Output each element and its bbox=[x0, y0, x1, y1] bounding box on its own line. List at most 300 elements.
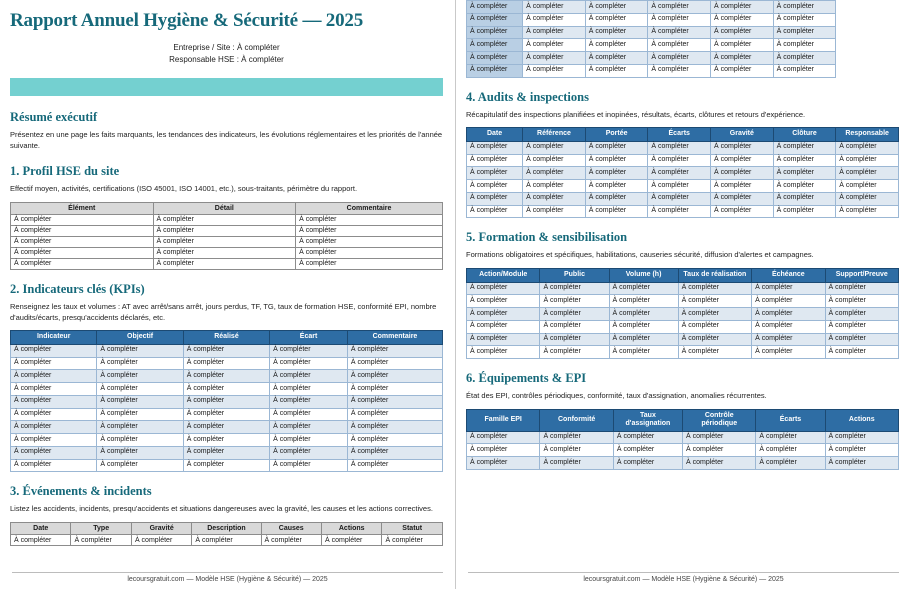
table-row[interactable] bbox=[467, 320, 899, 333]
cell[interactable]: À compléter bbox=[682, 431, 755, 444]
table-row[interactable] bbox=[11, 408, 443, 421]
cell[interactable]: À compléter bbox=[836, 154, 899, 167]
cell[interactable]: À compléter bbox=[613, 431, 682, 444]
cell[interactable]: À compléter bbox=[183, 370, 269, 383]
cell[interactable]: À compléter bbox=[523, 192, 586, 205]
cell[interactable]: À compléter bbox=[183, 421, 269, 434]
heading-indicateurs-cles: 2. Indicateurs clés (KPIs) bbox=[10, 281, 145, 296]
cell[interactable]: À compléter bbox=[183, 395, 269, 408]
cell[interactable]: À compléter bbox=[97, 434, 183, 447]
col-volume: Volume (h) bbox=[609, 269, 678, 282]
cell[interactable]: À compléter bbox=[467, 333, 540, 346]
cell[interactable]: À compléter bbox=[270, 344, 348, 357]
cell[interactable]: À compléter bbox=[97, 344, 183, 357]
table-row[interactable] bbox=[11, 434, 443, 447]
cell[interactable]: À compléter bbox=[752, 282, 825, 295]
col-conformite: Conformité bbox=[540, 409, 613, 431]
table-row[interactable] bbox=[467, 308, 899, 321]
table-row[interactable] bbox=[467, 295, 899, 308]
cell[interactable]: À compléter bbox=[153, 258, 296, 269]
col-statut: Statut bbox=[382, 523, 443, 535]
table-row[interactable] bbox=[11, 395, 443, 408]
cell[interactable]: À compléter bbox=[836, 180, 899, 193]
cell[interactable]: À compléter bbox=[711, 13, 774, 26]
cell[interactable]: À compléter bbox=[11, 258, 154, 269]
cell[interactable]: À compléter bbox=[678, 333, 751, 346]
cell[interactable]: À compléter bbox=[467, 346, 540, 359]
cell[interactable]: À compléter bbox=[711, 1, 774, 14]
cell[interactable]: À compléter bbox=[270, 446, 348, 459]
cell[interactable]: À compléter bbox=[347, 459, 442, 472]
cell[interactable]: À compléter bbox=[678, 320, 751, 333]
col-element: Élément bbox=[11, 202, 154, 214]
cell[interactable]: À compléter bbox=[183, 434, 269, 447]
cell[interactable]: À compléter bbox=[97, 408, 183, 421]
cell[interactable]: À compléter bbox=[11, 357, 97, 370]
cell[interactable]: À compléter bbox=[682, 457, 755, 470]
cell[interactable]: À compléter bbox=[11, 214, 154, 225]
cell[interactable]: À compléter bbox=[756, 457, 825, 470]
cell[interactable]: À compléter bbox=[585, 52, 648, 65]
table-row[interactable] bbox=[11, 383, 443, 396]
cell[interactable]: À compléter bbox=[270, 357, 348, 370]
table-row[interactable] bbox=[467, 333, 899, 346]
cell[interactable]: À compléter bbox=[523, 141, 586, 154]
cell[interactable]: À compléter bbox=[523, 13, 586, 26]
table-row[interactable] bbox=[467, 180, 899, 193]
cell[interactable]: À compléter bbox=[752, 308, 825, 321]
cell[interactable]: À compléter bbox=[585, 154, 648, 167]
cell[interactable]: À compléter bbox=[467, 180, 523, 193]
cell[interactable]: À compléter bbox=[711, 192, 774, 205]
cell[interactable]: À compléter bbox=[752, 346, 825, 359]
cell[interactable]: À compléter bbox=[523, 205, 586, 218]
cell[interactable]: À compléter bbox=[825, 346, 898, 359]
cell[interactable]: À compléter bbox=[321, 535, 381, 546]
cell[interactable]: À compléter bbox=[347, 383, 442, 396]
cell[interactable]: À compléter bbox=[192, 535, 261, 546]
cell[interactable]: À compléter bbox=[540, 346, 609, 359]
cell[interactable]: À compléter bbox=[825, 333, 898, 346]
cell[interactable]: À compléter bbox=[609, 333, 678, 346]
cell[interactable]: À compléter bbox=[711, 180, 774, 193]
cell[interactable]: À compléter bbox=[773, 26, 836, 39]
cell[interactable]: À compléter bbox=[540, 431, 613, 444]
table-row[interactable] bbox=[467, 346, 899, 359]
cell[interactable]: À compléter bbox=[825, 308, 898, 321]
cell[interactable]: À compléter bbox=[467, 52, 523, 65]
cell[interactable]: À compléter bbox=[825, 320, 898, 333]
cell[interactable]: À compléter bbox=[609, 308, 678, 321]
desc-resume-executif: Présentez en une page les faits marquants, les tendances des indicateurs, les évolutions réglementaires et les priorités de l'année suivante. bbox=[10, 130, 443, 150]
cell[interactable]: À compléter bbox=[347, 408, 442, 421]
col-echeance: Échéance bbox=[752, 269, 825, 282]
table-header-row bbox=[11, 523, 443, 535]
cell[interactable]: À compléter bbox=[183, 344, 269, 357]
cell[interactable]: À compléter bbox=[97, 357, 183, 370]
cell[interactable]: À compléter bbox=[773, 167, 836, 180]
cell[interactable]: À compléter bbox=[540, 457, 613, 470]
cell[interactable]: À compléter bbox=[467, 282, 540, 295]
cell[interactable]: À compléter bbox=[540, 295, 609, 308]
cell[interactable]: À compléter bbox=[585, 167, 648, 180]
cell[interactable]: À compléter bbox=[467, 141, 523, 154]
cell[interactable]: À compléter bbox=[296, 247, 443, 258]
cell[interactable]: À compléter bbox=[773, 205, 836, 218]
cell[interactable]: À compléter bbox=[153, 214, 296, 225]
page-right bbox=[455, 0, 911, 589]
cell[interactable]: À compléter bbox=[523, 64, 586, 77]
table-header-row bbox=[11, 202, 443, 214]
cell[interactable]: À compléter bbox=[347, 344, 442, 357]
cell[interactable]: À compléter bbox=[825, 457, 898, 470]
cell[interactable]: À compléter bbox=[467, 308, 540, 321]
col-date: Date bbox=[11, 523, 71, 535]
cell[interactable]: À compléter bbox=[585, 180, 648, 193]
cell[interactable]: À compléter bbox=[11, 395, 97, 408]
cell[interactable]: À compléter bbox=[648, 13, 711, 26]
table-header-row bbox=[467, 409, 899, 431]
cell[interactable]: À compléter bbox=[467, 13, 523, 26]
cell[interactable]: À compléter bbox=[11, 370, 97, 383]
desc-profil-hse: Effectif moyen, activités, certifications (ISO 45001, ISO 14001, etc.), sous-traitants, périmètre du rapport. bbox=[10, 183, 358, 193]
accent-bar bbox=[10, 78, 443, 96]
cell[interactable]: À compléter bbox=[648, 192, 711, 205]
page-title: Rapport Annuel Hygiène & Sécurité — 2025 bbox=[10, 10, 363, 31]
cell[interactable]: À compléter bbox=[773, 1, 836, 14]
cell[interactable]: À compléter bbox=[467, 64, 523, 77]
cell[interactable]: À compléter bbox=[825, 295, 898, 308]
cell[interactable]: À compléter bbox=[11, 421, 97, 434]
cell[interactable]: À compléter bbox=[711, 26, 774, 39]
cell[interactable]: À compléter bbox=[678, 282, 751, 295]
cell[interactable]: À compléter bbox=[678, 308, 751, 321]
cell[interactable]: À compléter bbox=[752, 320, 825, 333]
cell[interactable]: À compléter bbox=[97, 383, 183, 396]
table-row[interactable] bbox=[467, 154, 899, 167]
table-profil-hse bbox=[10, 202, 443, 270]
cell[interactable]: À compléter bbox=[836, 167, 899, 180]
col-famille-epi: Famille EPI bbox=[467, 409, 540, 431]
cell[interactable]: À compléter bbox=[153, 247, 296, 258]
table-audits-inspections bbox=[466, 127, 899, 218]
cell[interactable]: À compléter bbox=[523, 39, 586, 52]
table-row[interactable] bbox=[467, 167, 899, 180]
cell[interactable]: À compléter bbox=[11, 247, 154, 258]
table-row[interactable] bbox=[11, 247, 443, 258]
cell[interactable]: À compléter bbox=[270, 383, 348, 396]
col-date: Date bbox=[467, 128, 523, 141]
table-row[interactable] bbox=[467, 457, 899, 470]
cell[interactable]: À compléter bbox=[467, 1, 523, 14]
col-reference: Référence bbox=[523, 128, 586, 141]
cell[interactable]: À compléter bbox=[270, 395, 348, 408]
desc-evenements-incidents: Listez les accidents, incidents, presqu'accidents et situations dangereuses avec la gravité, les causes et les actions correctives. bbox=[10, 504, 433, 514]
cell[interactable]: À compléter bbox=[540, 308, 609, 321]
cell[interactable]: À compléter bbox=[183, 408, 269, 421]
cell[interactable]: À compléter bbox=[347, 357, 442, 370]
document-meta bbox=[10, 42, 443, 66]
cell[interactable]: À compléter bbox=[648, 154, 711, 167]
cell[interactable]: À compléter bbox=[540, 333, 609, 346]
table-row[interactable] bbox=[467, 26, 899, 39]
cell[interactable]: À compléter bbox=[613, 457, 682, 470]
cell[interactable]: À compléter bbox=[523, 167, 586, 180]
table-row[interactable] bbox=[467, 64, 899, 77]
meta-responsible: Responsable HSE : À compléter bbox=[169, 55, 284, 64]
table-row[interactable] bbox=[11, 459, 443, 472]
cell[interactable]: À compléter bbox=[183, 459, 269, 472]
cell[interactable]: À compléter bbox=[270, 408, 348, 421]
heading-evenements-incidents: 3. Événements & incidents bbox=[10, 484, 152, 499]
table-row[interactable] bbox=[467, 282, 899, 295]
cell[interactable]: À compléter bbox=[11, 434, 97, 447]
cell[interactable]: À compléter bbox=[296, 225, 443, 236]
cell[interactable]: À compléter bbox=[678, 346, 751, 359]
col-type: Type bbox=[71, 523, 131, 535]
table-row[interactable] bbox=[11, 535, 443, 546]
cell[interactable]: À compléter bbox=[11, 344, 97, 357]
cell[interactable]: À compléter bbox=[153, 225, 296, 236]
col-responsable: Responsable bbox=[836, 128, 899, 141]
cell[interactable]: À compléter bbox=[467, 167, 523, 180]
cell[interactable]: À compléter bbox=[756, 444, 825, 457]
cell[interactable]: À compléter bbox=[131, 535, 191, 546]
cell[interactable]: À compléter bbox=[585, 39, 648, 52]
cell[interactable]: À compléter bbox=[585, 141, 648, 154]
cell[interactable]: À compléter bbox=[836, 141, 899, 154]
table-row[interactable] bbox=[467, 13, 899, 26]
cell[interactable]: À compléter bbox=[585, 64, 648, 77]
cell[interactable]: À compléter bbox=[609, 320, 678, 333]
cell[interactable]: À compléter bbox=[585, 1, 648, 14]
cell[interactable]: À compléter bbox=[752, 333, 825, 346]
cell[interactable]: À compléter bbox=[347, 395, 442, 408]
desc-formation-sensibilisation: Formations obligatoires et spécifiques, habilitations, causeries sécurité, diffusion d'alertes et campagnes. bbox=[466, 250, 814, 260]
cell[interactable]: À compléter bbox=[609, 282, 678, 295]
cell[interactable]: À compléter bbox=[467, 39, 523, 52]
heading-resume-executif: Résumé exécutif bbox=[10, 110, 98, 124]
cell[interactable]: À compléter bbox=[467, 457, 540, 470]
col-realise: Réalisé bbox=[183, 331, 269, 344]
cell[interactable]: À compléter bbox=[11, 459, 97, 472]
table-row[interactable] bbox=[467, 192, 899, 205]
cell[interactable]: À compléter bbox=[296, 236, 443, 247]
heading-equipements-epi: 6. Équipements & EPI bbox=[466, 371, 587, 386]
cell[interactable]: À compléter bbox=[261, 535, 321, 546]
meta-company: Entreprise / Site : À compléter bbox=[173, 43, 280, 52]
cell[interactable]: À compléter bbox=[585, 205, 648, 218]
cell[interactable]: À compléter bbox=[523, 52, 586, 65]
cell[interactable]: À compléter bbox=[467, 205, 523, 218]
table-row[interactable] bbox=[467, 1, 899, 14]
table-row[interactable] bbox=[11, 357, 443, 370]
cell[interactable]: À compléter bbox=[825, 444, 898, 457]
col-detail: Détail bbox=[153, 202, 296, 214]
cell[interactable]: À compléter bbox=[648, 1, 711, 14]
cell[interactable]: À compléter bbox=[467, 192, 523, 205]
cell[interactable]: À compléter bbox=[648, 64, 711, 77]
page-left bbox=[0, 0, 455, 589]
col-action-module: Action/Module bbox=[467, 269, 540, 282]
cell[interactable]: À compléter bbox=[97, 446, 183, 459]
table-row[interactable] bbox=[467, 39, 899, 52]
col-gravite: Gravité bbox=[131, 523, 191, 535]
table-row[interactable] bbox=[467, 52, 899, 65]
cell[interactable]: À compléter bbox=[648, 39, 711, 52]
desc-indicateurs-cles: Renseignez les taux et volumes : AT avec arrêt/sans arrêt, jours perdus, TF, TG, taux de formation HSE, conformité EPI, nombre d'audits/écarts, presqu'accidents déclarés, etc. bbox=[10, 301, 437, 322]
cell[interactable]: À compléter bbox=[347, 434, 442, 447]
table-row[interactable] bbox=[11, 370, 443, 383]
cell[interactable]: À compléter bbox=[648, 167, 711, 180]
cell[interactable]: À compléter bbox=[467, 26, 523, 39]
cell[interactable]: À compléter bbox=[97, 395, 183, 408]
cell[interactable]: À compléter bbox=[773, 13, 836, 26]
cell[interactable]: À compléter bbox=[773, 154, 836, 167]
col-indicateur: Indicateur bbox=[11, 331, 97, 344]
cell[interactable]: À compléter bbox=[678, 295, 751, 308]
cell[interactable]: À compléter bbox=[523, 180, 586, 193]
table-row[interactable] bbox=[467, 205, 899, 218]
col-actions: Actions bbox=[321, 523, 381, 535]
cell[interactable]: À compléter bbox=[585, 192, 648, 205]
cell[interactable]: À compléter bbox=[752, 295, 825, 308]
heading-formation-sensibilisation: 5. Formation & sensibilisation bbox=[466, 230, 628, 245]
cell[interactable]: À compléter bbox=[773, 192, 836, 205]
cell[interactable]: À compléter bbox=[773, 64, 836, 77]
cell[interactable]: À compléter bbox=[183, 383, 269, 396]
cell[interactable]: À compléter bbox=[467, 444, 540, 457]
cell[interactable]: À compléter bbox=[523, 1, 586, 14]
cell[interactable]: À compléter bbox=[270, 434, 348, 447]
cell[interactable]: À compléter bbox=[540, 444, 613, 457]
cell[interactable]: À compléter bbox=[71, 535, 131, 546]
cell[interactable]: À compléter bbox=[296, 258, 443, 269]
cell[interactable]: À compléter bbox=[523, 154, 586, 167]
cell[interactable]: À compléter bbox=[711, 64, 774, 77]
cell[interactable]: À compléter bbox=[11, 383, 97, 396]
cell[interactable]: À compléter bbox=[613, 444, 682, 457]
col-commentaire: Commentaire bbox=[347, 331, 442, 344]
col-taux-assignation: Taux d'assignation bbox=[613, 409, 682, 431]
table-row[interactable] bbox=[11, 258, 443, 269]
cell[interactable]: À compléter bbox=[97, 421, 183, 434]
cell[interactable]: À compléter bbox=[11, 225, 154, 236]
col-description: Description bbox=[192, 523, 261, 535]
cell[interactable]: À compléter bbox=[711, 39, 774, 52]
cell[interactable]: À compléter bbox=[97, 370, 183, 383]
cell[interactable]: À compléter bbox=[648, 205, 711, 218]
cell[interactable]: À compléter bbox=[347, 421, 442, 434]
cell[interactable]: À compléter bbox=[11, 236, 154, 247]
cell[interactable]: À compléter bbox=[773, 141, 836, 154]
table-header-row bbox=[467, 128, 899, 141]
table-equipements-epi bbox=[466, 409, 899, 470]
cell[interactable]: À compléter bbox=[711, 167, 774, 180]
heading-audits-inspections: 4. Audits & inspections bbox=[466, 89, 589, 104]
cell[interactable]: À compléter bbox=[773, 39, 836, 52]
cell[interactable]: À compléter bbox=[270, 370, 348, 383]
cell[interactable]: À compléter bbox=[711, 205, 774, 218]
cell[interactable]: À compléter bbox=[467, 431, 540, 444]
desc-audits-inspections: Récapitulatif des inspections planifiées et inopinées, résultats, écarts, clôtures et retours d'expérience. bbox=[466, 109, 806, 119]
cell[interactable]: À compléter bbox=[609, 346, 678, 359]
cell[interactable]: À compléter bbox=[773, 52, 836, 65]
table-evenements-incidents-continued bbox=[466, 0, 899, 78]
cell[interactable]: À compléter bbox=[382, 535, 443, 546]
footer-left: lecoursgratuit.com — Modèle HSE (Hygiène & Sécurité) — 2025 bbox=[12, 572, 443, 583]
table-evenements-incidents bbox=[10, 522, 443, 546]
cell[interactable]: À compléter bbox=[347, 370, 442, 383]
cell[interactable]: À compléter bbox=[153, 236, 296, 247]
cell[interactable]: À compléter bbox=[825, 282, 898, 295]
table-row[interactable] bbox=[467, 141, 899, 154]
cell[interactable]: À compléter bbox=[648, 52, 711, 65]
col-public: Public bbox=[540, 269, 609, 282]
cell[interactable]: À compléter bbox=[11, 535, 71, 546]
col-objectif: Objectif bbox=[97, 331, 183, 344]
cell[interactable]: À compléter bbox=[11, 408, 97, 421]
cell[interactable]: À compléter bbox=[97, 459, 183, 472]
cell[interactable]: À compléter bbox=[183, 357, 269, 370]
table-row[interactable] bbox=[11, 214, 443, 225]
cell[interactable]: À compléter bbox=[682, 444, 755, 457]
cell[interactable]: À compléter bbox=[523, 26, 586, 39]
cell[interactable]: À compléter bbox=[836, 205, 899, 218]
cell[interactable]: À compléter bbox=[711, 52, 774, 65]
cell[interactable]: À compléter bbox=[648, 180, 711, 193]
cell[interactable]: À compléter bbox=[183, 446, 269, 459]
table-row[interactable] bbox=[11, 421, 443, 434]
footer-right: lecoursgratuit.com — Modèle HSE (Hygiène & Sécurité) — 2025 bbox=[468, 572, 899, 583]
cell[interactable]: À compléter bbox=[756, 431, 825, 444]
cell[interactable]: À compléter bbox=[540, 320, 609, 333]
cell[interactable]: À compléter bbox=[648, 141, 711, 154]
col-causes: Causes bbox=[261, 523, 321, 535]
cell[interactable]: À compléter bbox=[270, 421, 348, 434]
cell[interactable]: À compléter bbox=[609, 295, 678, 308]
cell[interactable]: À compléter bbox=[648, 26, 711, 39]
cell[interactable]: À compléter bbox=[836, 192, 899, 205]
cell[interactable]: À compléter bbox=[467, 320, 540, 333]
cell[interactable]: À compléter bbox=[467, 295, 540, 308]
table-row[interactable] bbox=[11, 446, 443, 459]
cell[interactable]: À compléter bbox=[711, 141, 774, 154]
cell[interactable]: À compléter bbox=[773, 180, 836, 193]
table-row[interactable] bbox=[11, 344, 443, 357]
table-row[interactable] bbox=[467, 431, 899, 444]
cell[interactable]: À compléter bbox=[467, 154, 523, 167]
table-row[interactable] bbox=[11, 225, 443, 236]
cell[interactable]: À compléter bbox=[270, 459, 348, 472]
cell[interactable]: À compléter bbox=[711, 154, 774, 167]
cell[interactable]: À compléter bbox=[296, 214, 443, 225]
cell[interactable]: À compléter bbox=[825, 431, 898, 444]
cell[interactable]: À compléter bbox=[11, 446, 97, 459]
cell[interactable]: À compléter bbox=[585, 13, 648, 26]
table-row[interactable] bbox=[467, 444, 899, 457]
table-header-row bbox=[467, 269, 899, 282]
desc-equipements-epi: État des EPI, contrôles périodiques, conformité, taux d'assignation, anomalies récurrentes. bbox=[466, 391, 767, 401]
cell[interactable]: À compléter bbox=[540, 282, 609, 295]
col-support-preuve: Support/Preuve bbox=[825, 269, 898, 282]
col-cloture: Clôture bbox=[773, 128, 836, 141]
cell[interactable]: À compléter bbox=[347, 446, 442, 459]
col-commentaire: Commentaire bbox=[296, 202, 443, 214]
col-ecart: Écart bbox=[270, 331, 348, 344]
table-row[interactable] bbox=[11, 236, 443, 247]
cell[interactable]: À compléter bbox=[585, 26, 648, 39]
